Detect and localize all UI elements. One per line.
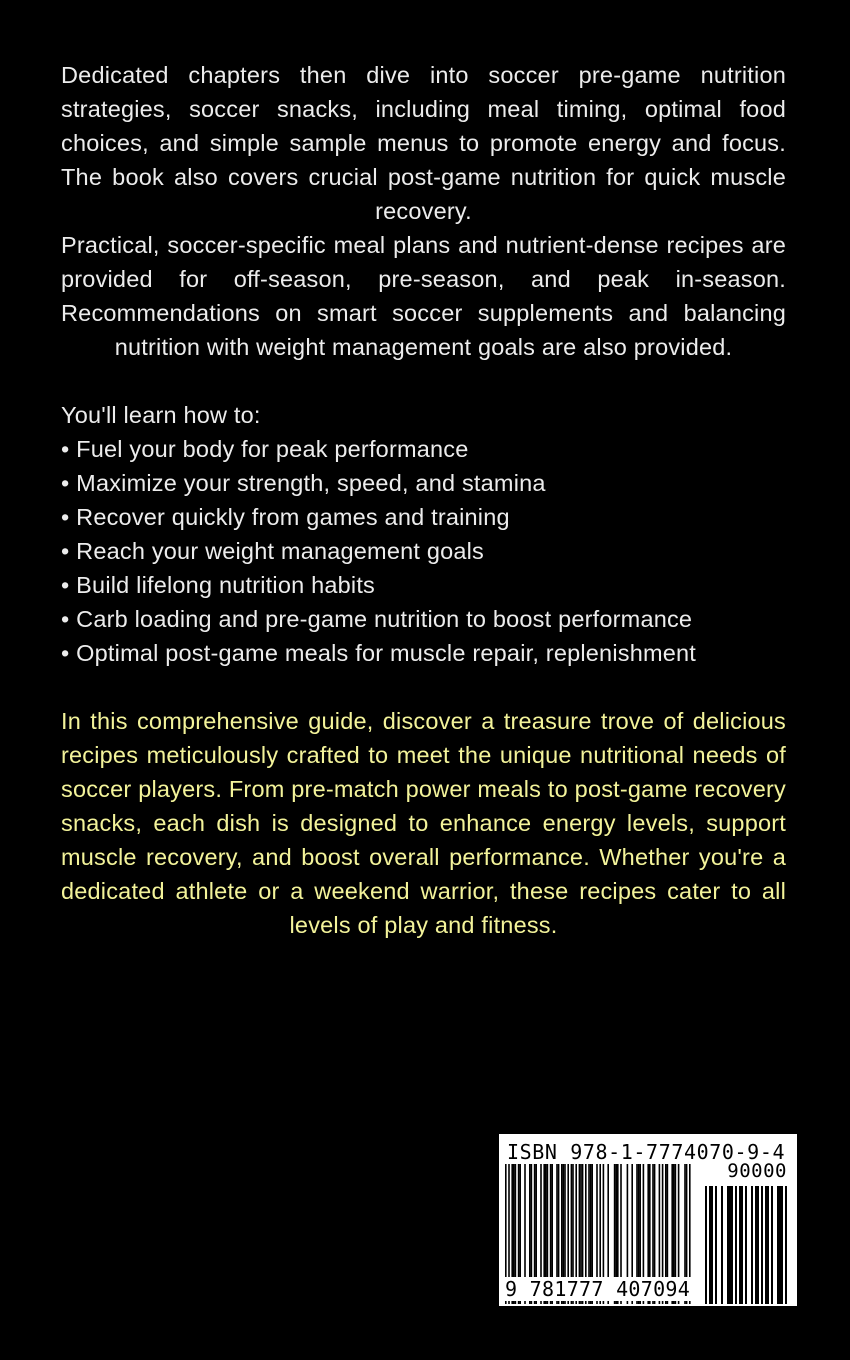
isbn-label: ISBN 978-1-7774070-9-4 [507, 1140, 786, 1164]
intro-paragraph: Dedicated chapters then dive into soccer pre-game nutrition strategies, soccer snacks, including meal timing, optimal food choices, and simple sample menus to promote energy and focus. The book also covers crucial post-game nutrition for quick muscle recovery. [61, 62, 786, 224]
barcode-bar [715, 1186, 717, 1304]
barcode-bar [755, 1186, 757, 1304]
barcode-bar [709, 1186, 711, 1304]
list-item: • Build lifelong nutrition habits [61, 568, 786, 602]
learn-section [61, 398, 786, 670]
price-code: 90000 [727, 1160, 787, 1182]
barcode-bar [727, 1186, 729, 1304]
list-item: • Reach your weight management goals [61, 534, 786, 568]
list-item: • Optimal post-game meals for muscle repair, replenishment [61, 636, 786, 670]
ean-digits: 9 781777 407094 [505, 1277, 691, 1301]
barcode-bar [781, 1186, 783, 1304]
barcode-bar [731, 1186, 733, 1304]
barcode-bar [711, 1186, 713, 1304]
barcode-bar [757, 1186, 759, 1304]
highlight-paragraph: In this comprehensive guide, discover a treasure trove of delicious recipes meticulously crafted to meet the unique nutritional needs of soccer players. From pre-match power meals to post-game recovery snacks, each dish is designed to enhance energy levels, support muscle recovery, and boost overall performance. Whether you're a dedicated athlete or a weekend warrior, these recipes cater to all levels of play and fitness. [61, 708, 786, 938]
learn-heading: You'll learn how to: [61, 402, 261, 428]
barcode-bar [779, 1186, 781, 1304]
barcode-bar [735, 1186, 737, 1304]
barcode-bar [729, 1186, 731, 1304]
intro-section [61, 58, 786, 364]
barcode-bar [705, 1186, 707, 1304]
barcode-bar [739, 1186, 741, 1304]
barcode-bar [745, 1186, 747, 1304]
barcode-bar [767, 1186, 769, 1304]
plans-paragraph: Practical, soccer-specific meal plans and nutrient-dense recipes are provided for off-season, pre-season, and peak in-season. Recommendations on smart soccer supplements and balancing nutrition with weight management goals are also provided. [61, 232, 786, 360]
list-item: • Fuel your body for peak performance [61, 432, 786, 466]
barcode-bar [761, 1186, 763, 1304]
list-item: • Recover quickly from games and training [61, 500, 786, 534]
learn-list [61, 432, 786, 670]
isbn-barcode [499, 1134, 797, 1306]
barcode-bar [741, 1186, 743, 1304]
barcode-bar [765, 1186, 767, 1304]
highlight-section [61, 704, 786, 942]
barcode-bar [721, 1186, 723, 1304]
barcode-bar [771, 1186, 773, 1304]
barcode-bar [785, 1186, 787, 1304]
list-item: • Maximize your strength, speed, and stamina [61, 466, 786, 500]
barcode-bar [777, 1186, 779, 1304]
barcode-bar [751, 1186, 753, 1304]
list-item: • Carb loading and pre-game nutrition to boost performance [61, 602, 786, 636]
